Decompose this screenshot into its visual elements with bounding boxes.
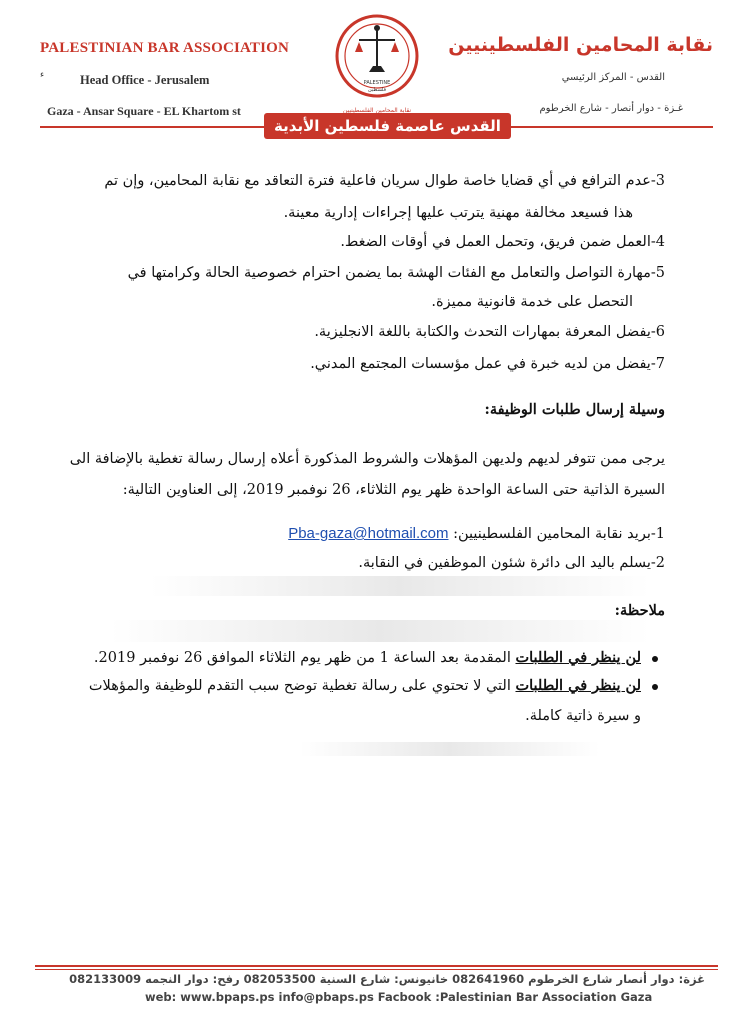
- item-text: مهارة التواصل والتعامل مع الفئات الهشة بما يضمن احترام خصوصية الحالة وكرامتها في: [127, 265, 651, 281]
- logo-org-text: نقابة المحامين الفلسطينيين: [342, 107, 412, 114]
- note-item: [94, 648, 641, 668]
- bullet-icon: [652, 684, 658, 690]
- en-address: Gaza - Ansar Square - EL Khartom st: [47, 104, 241, 118]
- en-org-name: PALESTINIAN BAR ASSOCIATION: [40, 40, 290, 56]
- header-banner: القدس عاصمة فلسطين الأبدية: [264, 113, 511, 139]
- note-text: التي لا تحتوي على رسالة تغطية توضح سبب التقدم للوظيفة والمؤهلات: [88, 678, 516, 694]
- list-item: [104, 171, 665, 191]
- footer-contacts: غزة: دوار أنصار شارع الخرطوم 082641960 خانيونس: شارع السنية 082053500 رفح: دوار النجمه 082133009: [69, 972, 705, 986]
- email-link[interactable]: Pba-gaza@hotmail.com: [288, 525, 449, 542]
- item-text: يسلم باليد الى دائرة شئون الموظفين في النقابة.: [358, 555, 651, 571]
- submission-heading: وسيلة إرسال طلبات الوظيفة:: [484, 401, 665, 418]
- item-number: 4-: [650, 234, 665, 250]
- item-number: 3-: [650, 173, 665, 189]
- ar-head-office: القدس - المركز الرئيسي: [561, 72, 665, 83]
- logo-sub-text: PALESTINE: [363, 80, 391, 86]
- list-item-continuation: هذا فسيعد مخالفة مهنية يترتب عليها إجراءات إدارية معينة.: [283, 205, 633, 221]
- watermark-strip: [150, 576, 650, 596]
- en-head-office: Head Office - Jerusalem: [80, 73, 210, 87]
- item-text: بريد نقابة المحامين الفلسطينيين:: [453, 526, 651, 542]
- list-item: [314, 322, 665, 342]
- list-item: [310, 354, 665, 374]
- watermark-strip: [110, 620, 650, 642]
- note-continuation: و سيرة ذاتية كاملة.: [525, 708, 641, 724]
- list-item: [340, 232, 665, 252]
- item-number: 1-: [650, 526, 665, 542]
- list-item: [128, 263, 665, 283]
- header-mark: ء: [40, 70, 45, 80]
- submission-paragraph-line: يرجى ممن تتوفر لديهم ولديهن المؤهلات والشروط المذكورة أعلاه إرسال رسالة تغطية بالإضافة الى: [69, 451, 665, 467]
- note-item: [89, 676, 641, 696]
- note-emphasis: لن ينظر في الطلبات: [515, 677, 641, 694]
- footer-web: web: www.bpaps.ps info@pbaps.ps Facbook :Palestinian Bar Association Gaza: [145, 990, 653, 1004]
- notes-heading: ملاحظة:: [614, 602, 665, 619]
- submission-item-email: [288, 524, 665, 544]
- bar-association-logo-icon: [333, 8, 421, 116]
- note-text: المقدمة بعد الساعة 1 من ظهر يوم الثلاثاء الموافق 26 نوفمبر 2019.: [93, 650, 516, 666]
- bullet-icon: [652, 656, 658, 662]
- footer-divider-thin: [35, 969, 718, 970]
- item-number: 6-: [650, 324, 665, 340]
- item-text: يفضل المعرفة بمهارات التحدث والكتابة باللغة الانجليزية.: [314, 324, 651, 340]
- item-text: يفضل من لديه خبرة في عمل مؤسسات المجتمع المدني.: [310, 356, 651, 372]
- logo-arabic-small: فلسطين: [368, 87, 386, 93]
- watermark-strip: [300, 742, 600, 756]
- item-text: عدم الترافع في أي قضايا خاصة طوال سريان فاعلية فترة التعاقد مع نقابة المحامين، وإن تم: [104, 173, 651, 189]
- note-emphasis: لن ينظر في الطلبات: [515, 649, 641, 666]
- item-text: العمل ضمن فريق، وتحمل العمل في أوقات الضغط.: [340, 234, 651, 250]
- item-number: 7-: [650, 356, 665, 372]
- submission-paragraph-line: السيرة الذاتية حتى الساعة الواحدة ظهر يوم الثلاثاء، 26 نوفمبر 2019، إلى العناوين التالية:: [122, 482, 665, 498]
- ar-org-name: نقابة المحامين الفلسطينيين: [448, 34, 713, 56]
- submission-item-hand: [358, 553, 665, 573]
- footer-divider: [35, 965, 718, 967]
- item-number: 2-: [650, 555, 665, 571]
- item-number: 5-: [650, 265, 665, 281]
- list-item-continuation: التحصل على خدمة قانونية مميزة.: [431, 294, 633, 310]
- ar-address: غـزة - دوار أنصار - شارع الخرطوم: [539, 103, 683, 114]
